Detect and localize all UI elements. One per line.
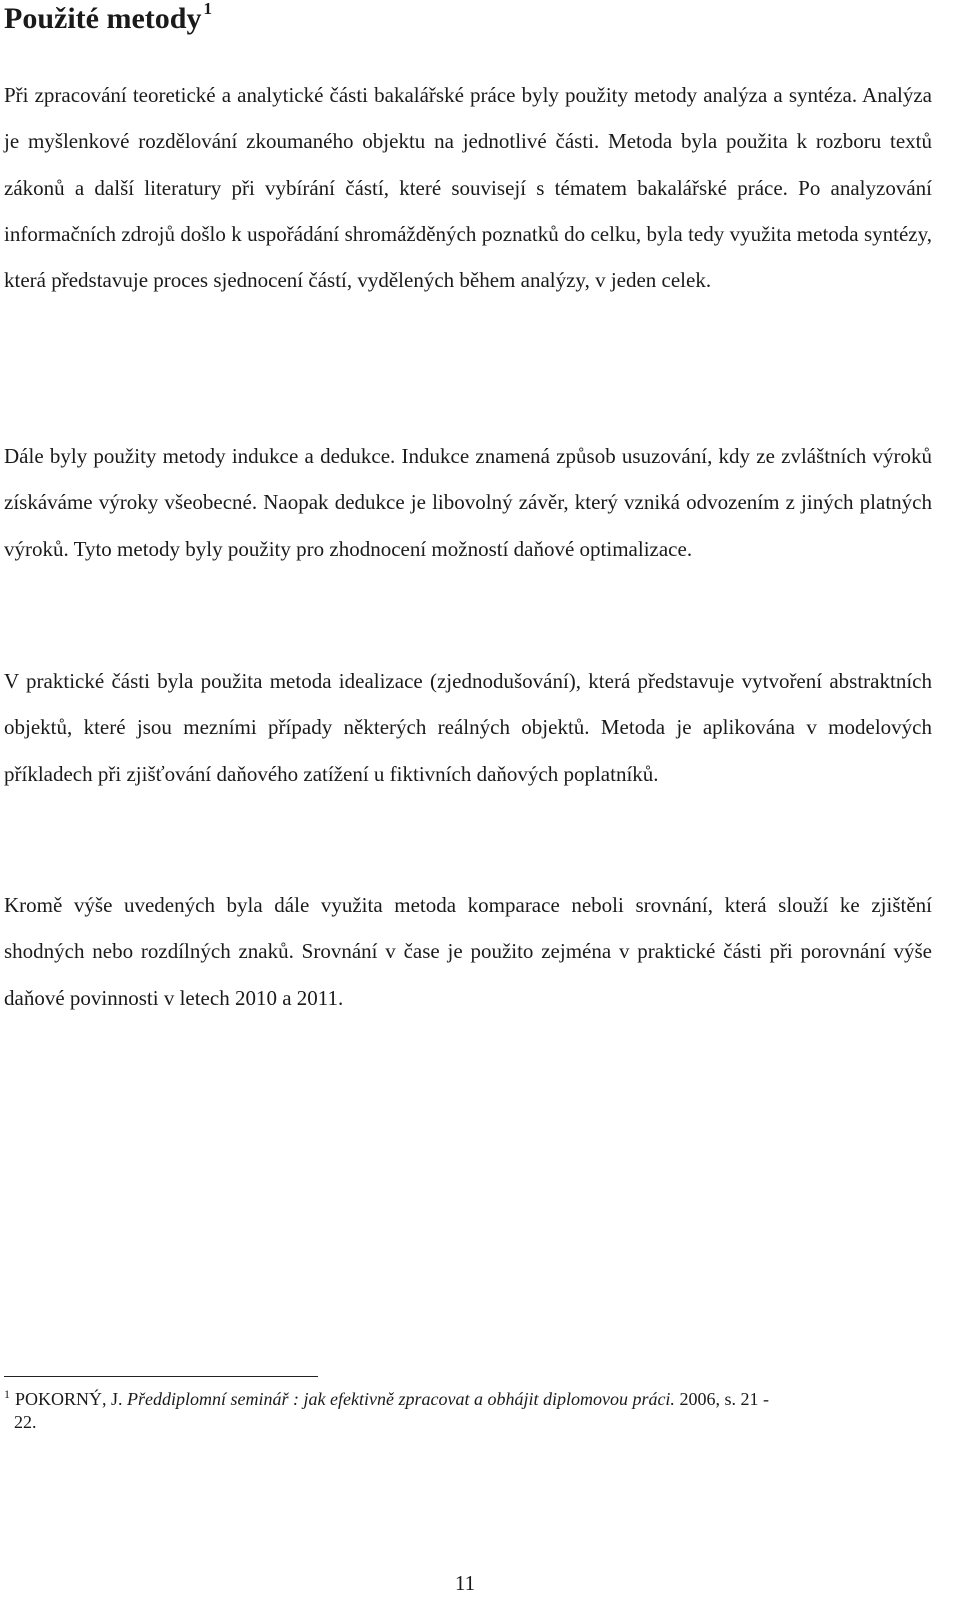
footnote-author: POKORNÝ, J.	[15, 1389, 123, 1409]
paragraph-induction-deduction: Dále byly použity metody indukce a dedukce. Indukce znamená způsob usuzování, kdy ze zvláštních výroků získáváme výroky všeobecné. Naopak dedukce je libovolný závěr, který vzniká odvozením z jiných platných výroků. Tyto metody byly použity pro zhodnocení možností daňové optimalizace.	[4, 444, 932, 561]
paragraph-idealization: V praktické části byla použita metoda idealizace (zjednodušování), která představuje vytvoření abstraktních objektů, které jsou mezními případy některých reálných objektů. Metoda je aplikována v modelových příkladech při zjišťování daňového zatížení u fiktivních daňových poplatníků.	[4, 669, 932, 786]
heading-title: Použité metody	[4, 2, 202, 35]
footnote-title: Předdiplomní seminář : jak efektivně zpracovat a obhájit diplomovou práci.	[127, 1389, 675, 1409]
page-number: 11	[454, 1571, 476, 1595]
paragraph-analysis-synthesis: Při zpracování teoretické a analytické části bakalářské práce byly použity metody analýza a syntéza. Analýza je myšlenkové rozdělování zkoumaného objektu na jednotlivé části. Metoda byla použita k rozboru textů zákonů a další literatury při vybírání částí, které souvisejí s tématem bakalářské práce. Po analyzování informačních zdrojů došlo k uspořádání shromážděných poznatků do celku, byla tedy využita metoda syntézy, která představuje proces sjednocení částí, vydělených během analýzy, v jeden celek.	[4, 83, 932, 293]
footnote-reference: 1	[203, 0, 212, 18]
paragraph-comparison: Kromě výše uvedených byla dále využita metoda komparace neboli srovnání, která slouží ke zjištění shodných nebo rozdílných znaků. Srovnání v čase je použito zejména v praktické části při porovnání výše daňové povinnosti v letech 2010 a 2011.	[4, 893, 932, 1010]
footnote-mark: 1	[4, 1387, 10, 1401]
footnote-details: 2006, s. 21 -	[679, 1389, 769, 1409]
footnote	[4, 1388, 932, 1434]
footnote-separator	[4, 1376, 318, 1377]
section-heading	[4, 0, 212, 38]
footnote-continuation: 22.	[14, 1412, 37, 1432]
